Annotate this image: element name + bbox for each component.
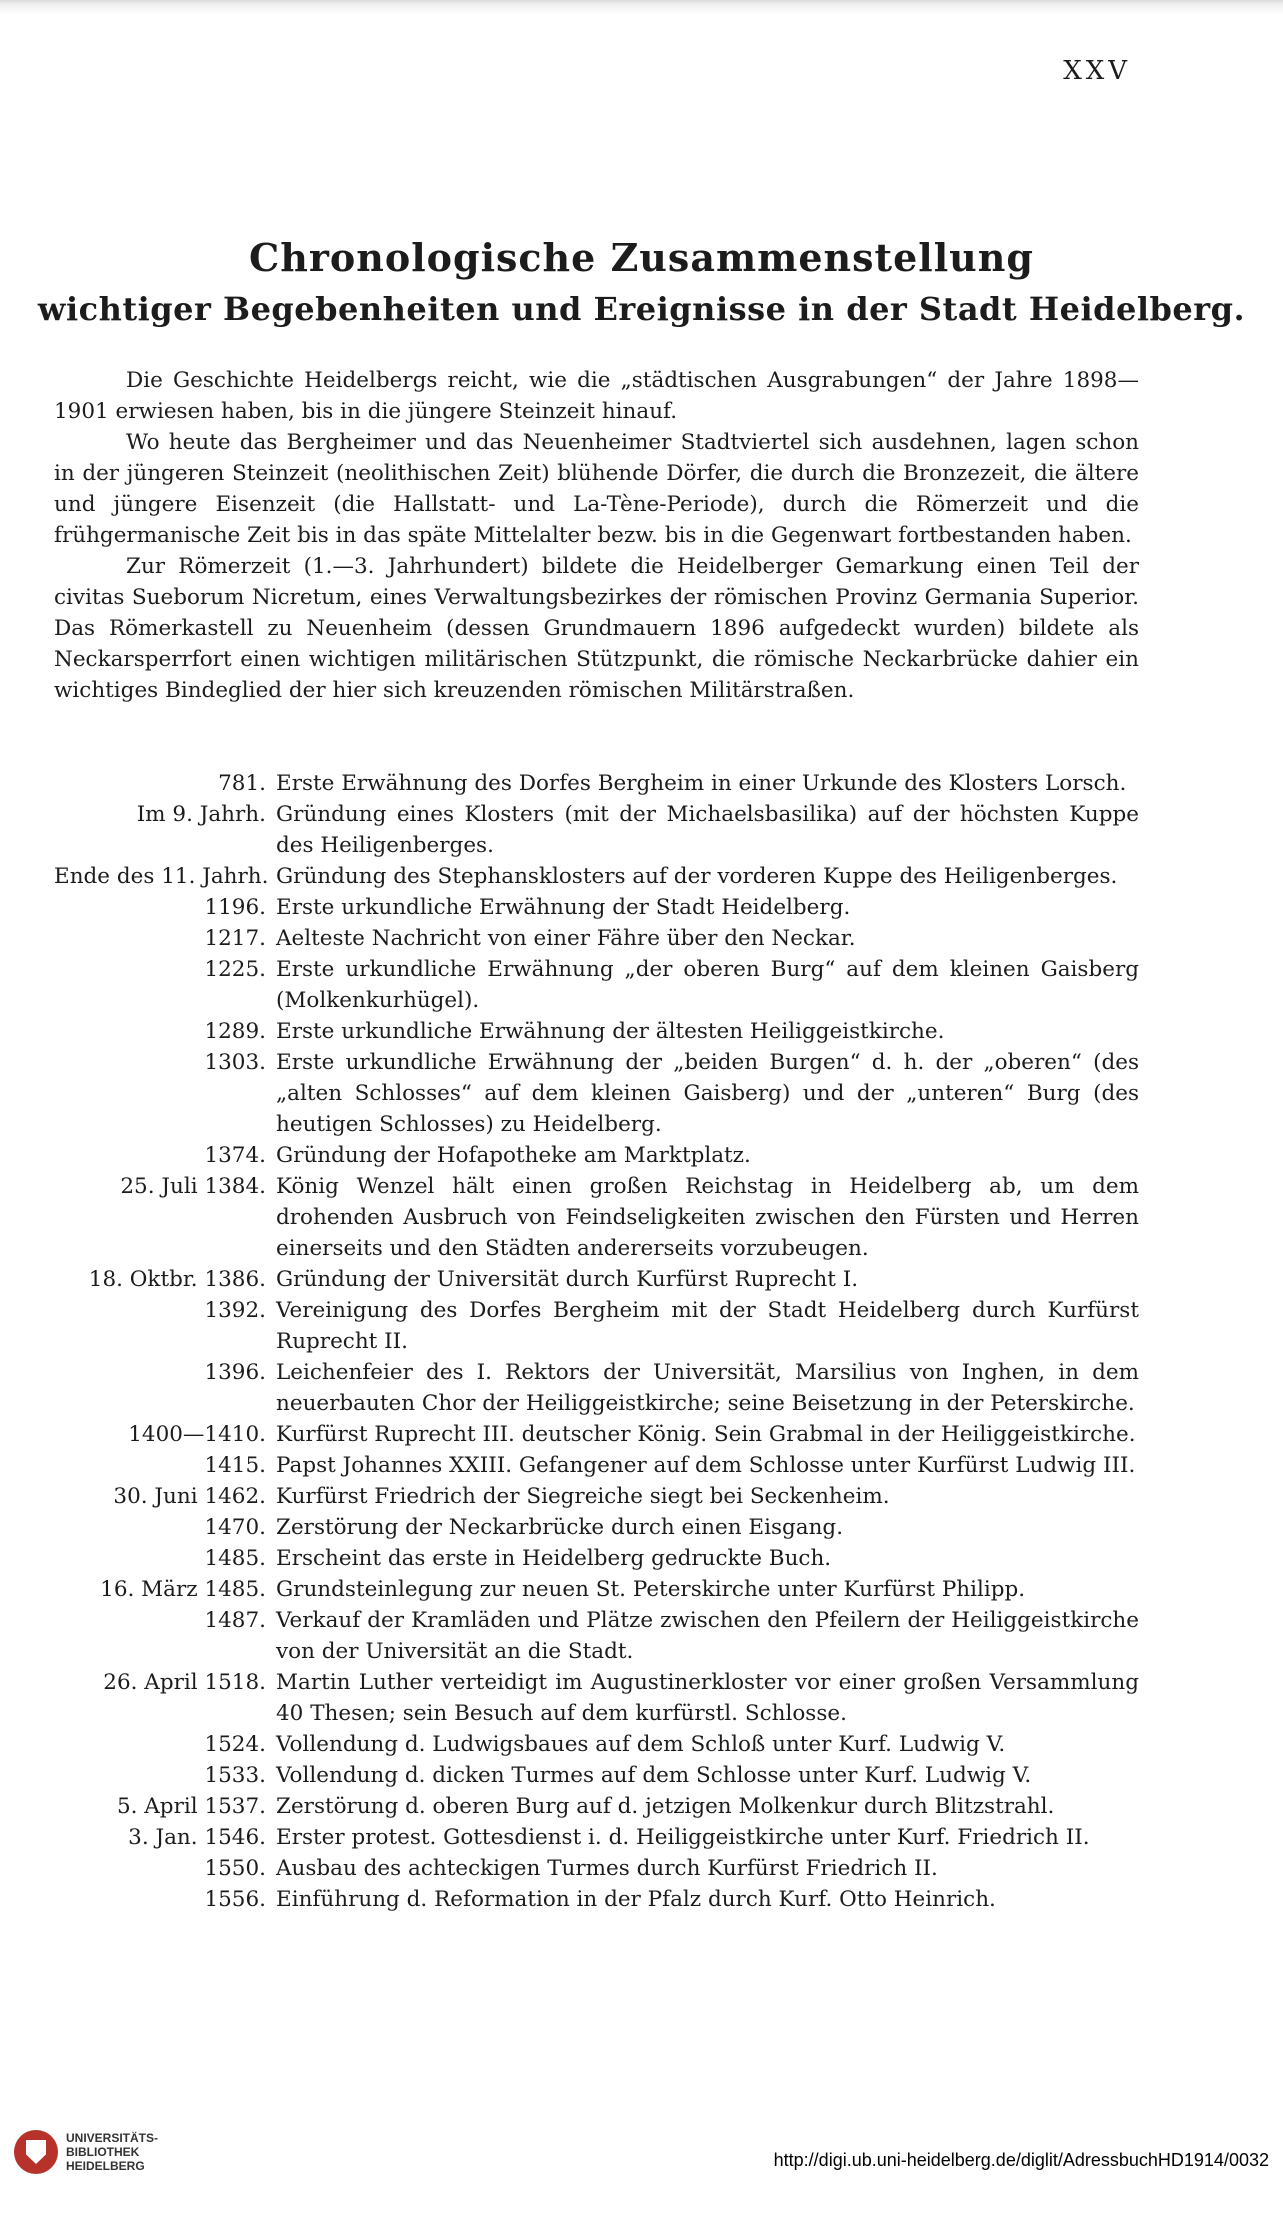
entry-text: Gründung der Hofapotheke am Marktplatz. [276,1143,751,1168]
entry-date: 1533. [204,1763,266,1788]
chronology-entry [54,1605,1139,1667]
chronology-entry [54,892,1139,923]
chronology-entry [54,1357,1139,1419]
entry-text: Aelteste Nachricht von einer Fähre über den Neckar. [276,926,856,951]
entry-text: Gründung des Stephansklosters auf der vorderen Kuppe des Heiligenberges. [276,864,1118,889]
page-subtitle: wichtiger Begebenheiten und Ereignisse in der Stadt Heidelberg. [37,290,1246,328]
chronology-entry [54,1450,1139,1481]
chronology-entry [54,1047,1139,1140]
chronology-entry [54,923,1139,954]
source-url-link[interactable]: http://digi.ub.uni-heidelberg.de/diglit/AdressbuchHD1914/0032 [773,2150,1269,2170]
entry-date: Im 9. Jahrh. [136,802,266,827]
entry-date: 16. März 1485. [100,1577,266,1602]
chronology-entry [54,1760,1139,1791]
chronology-entry [54,1016,1139,1047]
library-logo [14,2130,158,2174]
entry-date: 1550. [204,1856,266,1881]
entry-text: Leichenfeier des I. Rektors der Universität, Marsilius von Inghen, in dem neuerbauten Chor der Heiliggeistkirche; seine Beisetzung in der Peterskirche. [276,1360,1139,1416]
entry-date: 1556. [204,1887,266,1912]
intro-text [54,365,1139,706]
chronology-entry [54,1419,1139,1450]
entry-text: Martin Luther verteidigt im Augustinerkloster vor einer großen Versammlung 40 Thesen; sein Besuch auf dem kurfürstl. Schlosse. [276,1670,1139,1726]
chronology-entry [54,954,1139,1016]
library-name [66,2131,158,2173]
chronology-entry [54,1295,1139,1357]
entry-text: Grundsteinlegung zur neuen St. Peterskirche unter Kurfürst Philipp. [276,1577,1026,1602]
entry-text: Zerstörung d. oberen Burg auf d. jetzigen Molkenkur durch Blitzstrahl. [276,1794,1055,1819]
chronology-entry [54,1140,1139,1171]
entry-date: 1374. [204,1143,266,1168]
chronology-entry [54,799,1139,861]
entry-date: 30. Juni 1462. [113,1484,266,1509]
library-name-line: UNIVERSITÄTS- [66,2131,159,2145]
chronology-entry [54,1574,1139,1605]
intro-paragraph: Wo heute das Bergheimer und das Neuenheimer Stadtviertel sich ausdehnen, lagen schon in der jüngeren Steinzeit (neolithischen Zeit) blühende Dörfer, die durch die Bronzezeit, die ältere und jüngere Eisenzeit (die Hallstatt- und La-Tène-Periode), durch die Römerzeit und die frühgermanische Zeit bis in das späte Mittelalter bezw. bis in die Gegenwart fortbestanden haben. [54,430,1139,548]
chronology-list [54,768,1139,1915]
entry-text: Erste urkundliche Erwähnung der Stadt Heidelberg. [276,895,851,920]
entry-text: Verkauf der Kramläden und Plätze zwischen den Pfeilern der Heiliggeistkirche von der Universität an die Stadt. [276,1608,1139,1664]
entry-text: Vollendung d. dicken Turmes auf dem Schlosse unter Kurf. Ludwig V. [276,1763,1032,1788]
chronology-entry [54,1791,1139,1822]
entry-text: Gründung der Universität durch Kurfürst Ruprecht I. [276,1267,859,1292]
entry-text: Kurfürst Ruprecht III. deutscher König. Sein Grabmal in der Heiliggeistkirche. [276,1422,1136,1447]
entry-date: 1524. [204,1732,266,1757]
entry-date: 1485. [204,1546,266,1571]
entry-text: Gründung eines Klosters (mit der Michaelsbasilika) auf der höchsten Kuppe des Heiligenberges. [276,802,1139,858]
chronology-entry [54,768,1139,799]
entry-date: 26. April 1518. [103,1670,266,1695]
entry-date: 1392. [204,1298,266,1323]
intro-paragraph: Die Geschichte Heidelbergs reicht, wie die „städtischen Ausgrabungen“ der Jahre 1898—1901 erwiesen haben, bis in die jüngere Steinzeit hinauf. [54,368,1139,424]
chronology-entry [54,1822,1139,1853]
entry-text: Vereinigung des Dorfes Bergheim mit der Stadt Heidelberg durch Kurfürst Ruprecht II. [276,1298,1139,1354]
library-name-line: HEIDELBERG [66,2159,145,2173]
entry-date: 1415. [204,1453,266,1478]
library-seal-icon [14,2130,58,2174]
entry-text: Zerstörung der Neckarbrücke durch einen Eisgang. [276,1515,844,1540]
entry-date: 1400—1410. [128,1422,266,1447]
chronology-entry [54,1543,1139,1574]
entry-text: Erster protest. Gottesdienst i. d. Heiliggeistkirche unter Kurf. Friedrich II. [276,1825,1090,1850]
entry-date: 5. April 1537. [116,1794,266,1819]
chronology-entry [54,1481,1139,1512]
chronology-entry [54,1171,1139,1264]
page-title: Chronologische Zusammenstellung [249,235,1034,280]
page-number: XXV [1063,56,1131,86]
entry-text: Erste urkundliche Erwähnung „der oberen Burg“ auf dem kleinen Gaisberg (Molkenkurhügel). [276,957,1139,1013]
entry-text: Papst Johannes XXIII. Gefangener auf dem Schlosse unter Kurfürst Ludwig III. [276,1453,1136,1478]
intro-paragraph: Zur Römerzeit (1.—3. Jahrhundert) bildete die Heidelberger Gemarkung einen Teil der civitas Sueborum Nicretum, eines Verwaltungsbezirkes der römischen Provinz Germania Superior. Das Römerkastell zu Neuenheim (dessen Grundmauern 1896 aufgedeckt wurden) bildete als Neckarsperrfort einen wichtigen militärischen Stützpunkt, die römische Neckarbrücke dahier ein wichtiges Bindeglied der hier sich kreuzenden römischen Militärstraßen. [54,554,1139,703]
entry-date: 1225. [204,957,266,982]
entry-text: Vollendung d. Ludwigsbaues auf dem Schloß unter Kurf. Ludwig V. [276,1732,1006,1757]
entry-date: Ende des 11. Jahrh. [54,864,269,889]
library-name-line: BIBLIOTHEK [66,2145,140,2159]
entry-text: Erste urkundliche Erwähnung der „beiden Burgen“ d. h. der „oberen“ (des „alten Schlosses“ auf dem kleinen Gaisberg) und der „unteren“ Burg (des heutigen Schlosses) zu Heidelberg. [276,1050,1139,1137]
entry-date: 1289. [204,1019,266,1044]
entry-date: 1303. [204,1050,266,1075]
entry-date: 25. Juli 1384. [120,1174,266,1199]
entry-date: 781. [218,771,266,796]
entry-date: 1470. [204,1515,266,1540]
entry-date: 18. Oktbr. 1386. [88,1267,266,1292]
entry-date: 1196. [204,895,266,920]
scan-edge [0,0,1283,14]
entry-date: 1487. [204,1608,266,1633]
chronology-entry [54,1853,1139,1884]
entry-text: Erste Erwähnung des Dorfes Bergheim in einer Urkunde des Klosters Lorsch. [276,771,1127,796]
entry-date: 3. Jan. 1546. [128,1825,266,1850]
chronology-entry [54,861,1139,892]
chronology-entry [54,1667,1139,1729]
entry-date: 1217. [204,926,266,951]
entry-text: König Wenzel hält einen großen Reichstag in Heidelberg ab, um dem drohenden Ausbruch von Feindseligkeiten zwischen den Fürsten und Herren einerseits und den Städten andererseits vorzubeugen. [276,1174,1139,1261]
entry-text: Einführung d. Reformation in der Pfalz durch Kurf. Otto Heinrich. [276,1887,996,1912]
chronology-entry [54,1512,1139,1543]
chronology-entry [54,1884,1139,1915]
chronology-entry [54,1729,1139,1760]
chronology-entry [54,1264,1139,1295]
entry-text: Erscheint das erste in Heidelberg gedruckte Buch. [276,1546,832,1571]
entry-text: Ausbau des achteckigen Turmes durch Kurfürst Friedrich II. [276,1856,938,1881]
entry-date: 1396. [204,1360,266,1385]
entry-text: Erste urkundliche Erwähnung der ältesten Heiliggeistkirche. [276,1019,945,1044]
entry-text: Kurfürst Friedrich der Siegreiche siegt bei Seckenheim. [276,1484,890,1509]
